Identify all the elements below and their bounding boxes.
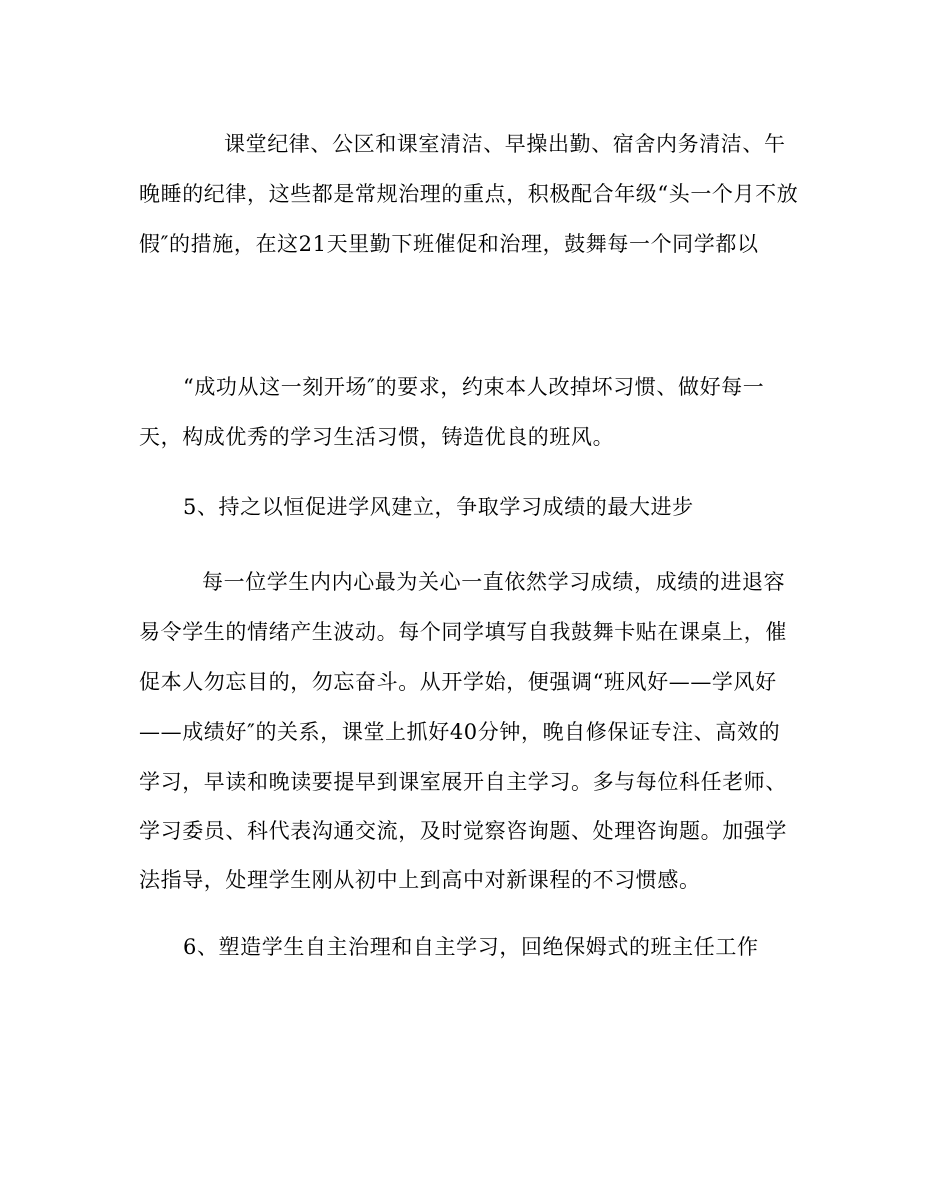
paragraph-line: 每一位学生内内心最为关心一直依然学习成绩，成绩的进退容 [202, 570, 786, 594]
paragraph-line: 学习，早读和晚读要提早到课室展开自主学习。多与每位科任老师、 [139, 770, 787, 794]
paragraph-line: 易令学生的情绪产生波动。每个同学填写自我鼓舞卡贴在课桌上，催 [139, 620, 787, 644]
paragraph-line: 假″的措施，在这21天里勤下班催促和治理，鼓舞每一个同学都以 [139, 232, 759, 256]
paragraph-line: ——成绩好″的关系，课堂上抓好40分钟，晚自修保证专注、高效的 [139, 720, 781, 744]
paragraph-line: 天，构成优秀的学习生活习惯，铸造优良的班风。 [139, 425, 615, 449]
paragraph-line: 课堂纪律、公区和课室清洁、早操出勤、宿舍内务清洁、午 [224, 132, 786, 156]
paragraph-line: 法指导，处理学生刚从初中上到高中对新课程的不习惯感。 [139, 868, 701, 892]
paragraph-line: “成功从这一刻开场″的要求，约束本人改掉坏习惯、做好每一 [183, 375, 765, 399]
section-heading: 6、塑造学生自主治理和自主学习，回绝保姆式的班主任工作 [183, 935, 759, 959]
section-heading: 5、持之以恒促进学风建立，争取学习成绩的最大进步 [183, 495, 694, 519]
paragraph-line: 促本人勿忘目的，勿忘奋斗。从开学始，便强调“班风好——学风好 [139, 670, 777, 694]
paragraph-line: 学习委员、科代表沟通交流，及时觉察咨询题、处理咨询题。加强学 [139, 819, 787, 843]
paragraph-line: 晚睡的纪律，这些都是常规治理的重点，积极配合年级“头一个月不放 [139, 182, 799, 206]
